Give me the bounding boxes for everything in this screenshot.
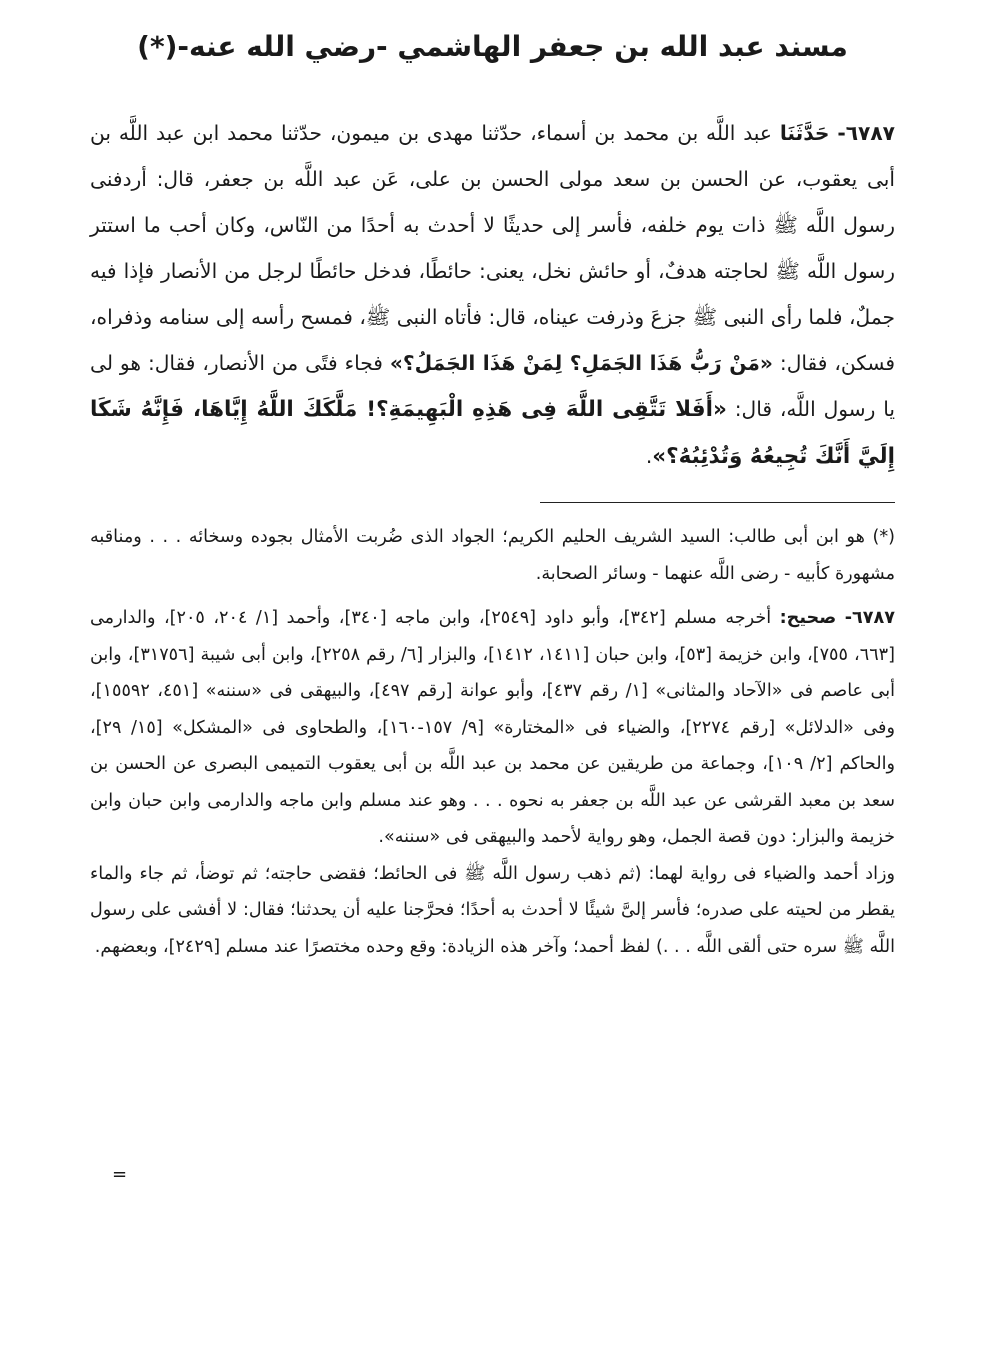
footnote-divider	[540, 502, 895, 503]
hadith-prophetic-quote-1: «مَنْ رَبُّ هَذَا الجَمَلِ؟ لِمَنْ هَذَا الجَمَلُ؟»	[389, 351, 773, 375]
footnote-takhrij-text: أخرجه مسلم [٣٤٢]، وأبو داود [٢٥٤٩]، وابن ماجه [٣٤٠]، وأحمد [١/ ٢٠٤، ٢٠٥]، والدارمى [٦٦٣، ٧٥٥]، وابن خزيمة [٥٣]، وابن حبان [١٤١١، ١٤١٢]، والبزار [٦/ رقم ٢٢٥٨]، وابن أبى شيبة [٣١٧٥٦]، وابن أبى عاصم فى «الآحاد والمثانى» [١/ رقم ٤٣٧]، وأبو عوانة [رقم ٤٩٧]، والبيهقى فى «سننه» [٤٥١، ١٥٥٩٢]، وفى «الدلائل» [رقم ٢٢٧٤]، والضياء فى «المختارة» [٩/ ١٥٧-١٦٠]، والطحاوى فى «المشكل» [١٥/ ٢٩]، والحاكم [٢/ ١٠٩]، وجماعة من طريقين عن محمد بن عبد اللَّه بن أبى يعقوب التميمى البصرى عن الحسن بن سعد بن معبد القرشى عن عبد اللَّه بن جعفر به نحوه . . . وهو عند مسلم وابن ماجه والدارمى وابن حبان وابن خزيمة والبزار: دون قصة الجمل، وهو رواية لأحمد والبيهقى فى «سننه».	[90, 608, 895, 847]
page-header	[90, 22, 895, 72]
hadith-end-mark: .	[645, 444, 653, 468]
footnote-addition	[90, 856, 895, 966]
footnote-addition-text: وزاد أحمد والضياء فى رواية لهما: (ثم ذهب رسول اللَّه ﷺ فى الحائط؛ فقضى حاجته؛ ثم توضأ، ثم جاء والماء يقطر من لحيته على صدره؛ فأسر إلىَّ شيئًا لا أحدث به أحدًا؛ فحرَّجنا عليه أن يحدثنا؛ فقال: لا أفشى على رسول اللَّه ﷺ سره حتى ألقى اللَّه . . .) لفظ أحمد؛ وآخر هذه الزيادة: وقع وحده مختصرًا عند مسلم [٢٤٢٩]، وبعضهم.	[90, 863, 895, 957]
hadith-narration-part-2: فجاء فتًى من الأنصار، فقال: هو لى يا رسول اللَّه، قال:	[90, 351, 895, 421]
hadith-number-separator: -	[837, 121, 846, 145]
hadith-text	[90, 110, 895, 480]
footnote-hadith-number: ٦٧٨٧	[852, 608, 896, 628]
footnote-title-text: هو ابن أبى طالب: السيد الشريف الحليم الكريم؛ الجواد الذى ضُربت الأمثال بجوده وسخائه . . . ومناقبه مشهورة كأبيه - رضى اللَّه عنهما - وسائر الصحابة.	[90, 527, 895, 584]
page-title: مسند عبد الله بن جعفر الهاشمي -رضي الله عنه-(*)	[137, 30, 848, 63]
footnote-number-separator: -	[844, 608, 853, 628]
hadith-narration-part-1: عبد اللَّه بن محمد بن أسماء، حدّثنا مهدى بن ميمون، حدّثنا محمد ابن عبد اللَّه بن أبى يعقوب، عن الحسن بن سعد مولى الحسن بن على، عَن عبد اللَّه بن جعفر، قال: أردفنى رسول اللَّه ﷺ ذات يوم خلفه، فأسر إلى حديثًا لا أحدث به أحدًا من النّاس، وكان أحب ما استتر رسول اللَّه ﷺ لحاجته هدفٌ، أو حائش نخل، يعنى: حائطًا، فدخل حائطًا لرجل من الأنصار فإذا فيه جملٌ، فلما رأى النبى ﷺ جزعَ وذرفت عيناه، قال: فأتاه النبى ﷺ، فمسح رأسه إلى سنامه وذفراه، فسكن، فقال:	[90, 121, 896, 375]
footnote-takhrij	[90, 600, 895, 856]
footnote-marker: (*)	[872, 527, 895, 547]
footnote-grade: صحيح:	[779, 608, 837, 628]
page	[90, 22, 895, 965]
continuation-mark: =	[112, 1164, 128, 1185]
hadith-prophetic-quote-2: «أَفَلا تَتَّقِى اللَّهَ فِى هَذِهِ الْبَهِيمَةِ؟! مَلَّكَكَ اللَّهُ إِيَّاهَا، فَإِنَّهُ شَكَا إِلَيَّ أَنَّكَ تُجِيعُهُ وَتُدْئِبُهُ؟»	[90, 397, 895, 469]
hadith-lead-word: حَدَّثَنَا	[779, 121, 830, 145]
footnote-title-note	[90, 519, 895, 592]
hadith-number: ٦٧٨٧	[845, 121, 895, 145]
